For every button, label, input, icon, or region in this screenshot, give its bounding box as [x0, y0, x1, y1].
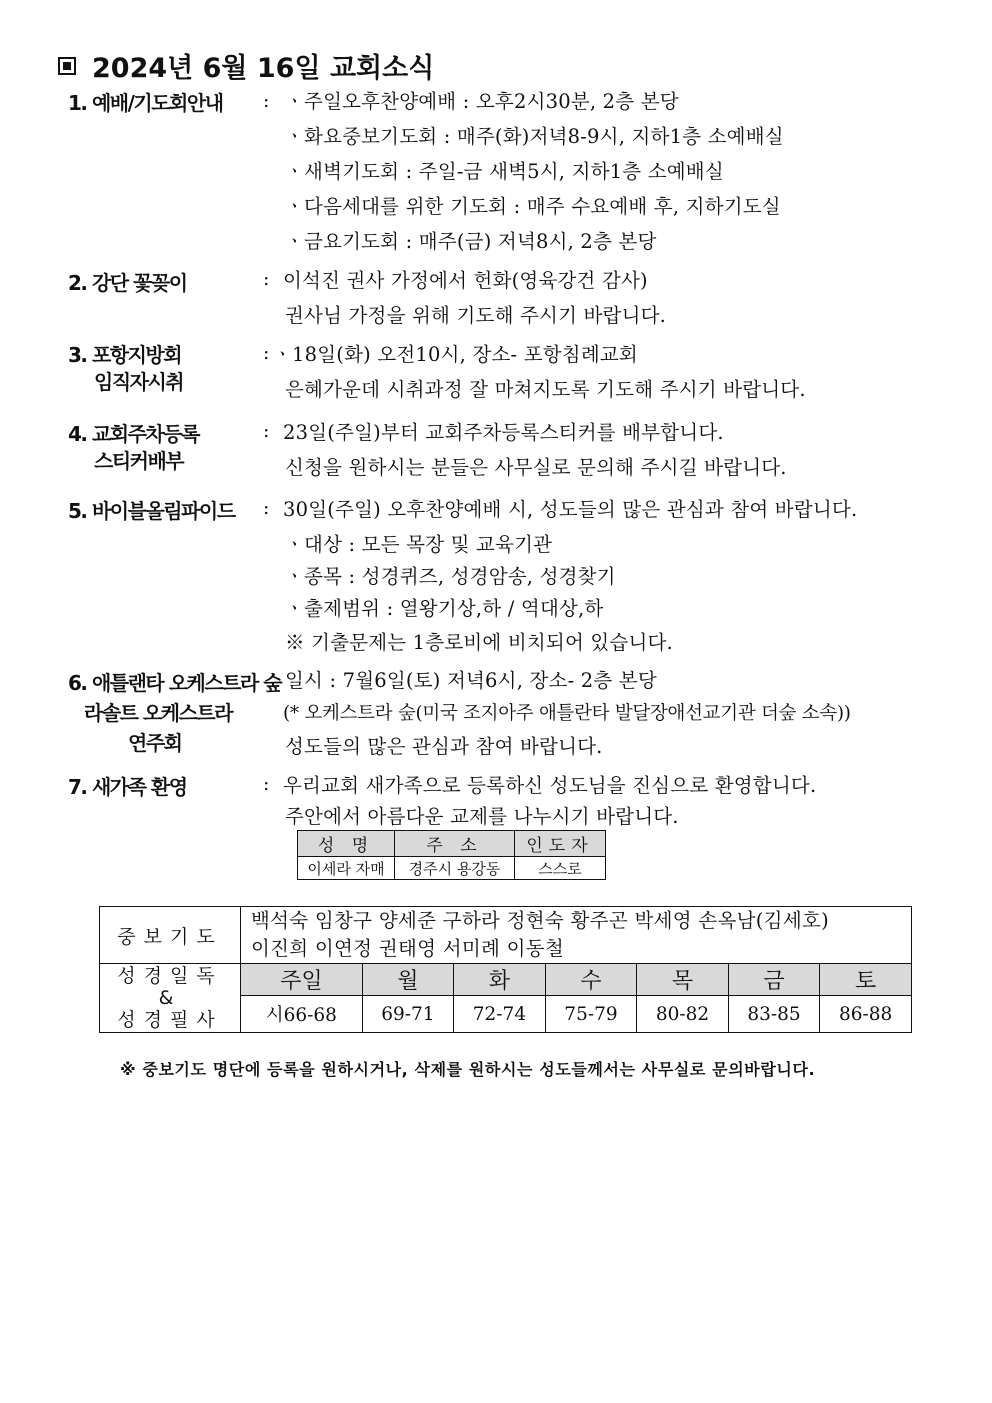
section-1-line: ㆍ새벽기도회 : 주일-금 새벽5시, 지하1층 소예배실: [285, 160, 724, 183]
section-6-line: 일시 : 7월6일(토) 저녁6시, 장소- 2층 본당: [285, 669, 657, 692]
reading-label: [100, 964, 241, 1033]
section-4-label-line1: 4. 교회주차등록: [68, 422, 199, 446]
section-7-label: 7. 새가족 환영: [68, 775, 187, 799]
section-2-line: 권사님 가정을 위해 기도해 주시기 바랍니다.: [285, 304, 667, 327]
day-cell: 주일: [241, 964, 363, 996]
footer-note: ※ 중보기도 명단에 등록을 원하시거나, 삭제를 원하시는 성도들께서는 사무실로 문의바랍니다.: [120, 1060, 816, 1079]
section-2-line: 이석진 권사 가정에서 헌화(영육강건 감사): [283, 269, 648, 292]
table-cell: 이세라 자매: [298, 857, 395, 880]
table-header-cell: 성 명: [298, 831, 395, 857]
table-header-cell: 주 소: [395, 831, 515, 857]
page-title-text: 2024년 6월 16일 교회소식: [92, 53, 435, 84]
section-1-label: 1. 예배/기도회안내: [68, 91, 223, 115]
section-5-line: ㆍ종목 : 성경퀴즈, 성경암송, 성경찾기: [285, 565, 616, 588]
section-4-line: 신청을 원하시는 분들은 사무실로 문의해 주시길 바랍니다.: [285, 456, 787, 479]
section-4-line: 23일(주일)부터 교회주차등록스티커를 배부합니다.: [283, 421, 724, 444]
reading-label-amp: &: [158, 987, 182, 1009]
colon: :: [263, 342, 270, 364]
section-3-label: [68, 342, 183, 396]
table-cell: 스스로: [515, 857, 606, 880]
section-5-label: 5. 바이블올림파이드: [68, 499, 235, 523]
section-5-line: ※ 기출문제는 1층로비에 비치되어 있습니다.: [285, 631, 673, 654]
section-4-label: [68, 421, 199, 475]
day-cell: 화: [454, 964, 546, 996]
section-3-line: 은혜가운데 시취과정 잘 마쳐지도록 기도해 주시기 바랍니다.: [285, 378, 806, 401]
day-cell: 토: [820, 964, 912, 996]
table-header-cell: 인도자: [515, 831, 606, 857]
section-1-line: ㆍ금요기도회 : 매주(금) 저녁8시, 2층 본당: [285, 230, 657, 253]
reading-label-line: 성경일독: [117, 965, 223, 987]
colon: :: [263, 268, 270, 290]
reading-label-line: 성경필사: [117, 1009, 223, 1031]
section-6-label-line1: 6. 애틀랜타 오케스트라 숲: [68, 671, 282, 695]
square-bullet-icon: [58, 57, 76, 75]
section-2-label: 2. 강단 꽃꽂이: [68, 271, 187, 295]
section-6-label-line3: 연주회: [128, 731, 182, 755]
day-cell: 목: [637, 964, 729, 996]
new-family-table: [297, 830, 606, 880]
prayer-reading-table: [99, 906, 912, 1033]
section-6-label-line2: 라솔트 오케스트라: [84, 701, 233, 725]
colon: :: [263, 773, 270, 795]
chapter-cell: 75-79: [545, 996, 637, 1033]
section-5-line: 30일(주일) 오후찬양예배 시, 성도들의 많은 관심과 참여 바랍니다.: [283, 498, 858, 521]
section-7-line: 주안에서 아름다운 교제를 나누시기 바랍니다.: [285, 805, 679, 828]
section-6-line: (* 오케스트라 숲(미국 조지아주 애틀란타 발달장애선교기관 더숲 소속)): [283, 703, 851, 724]
section-3-line: ㆍ18일(화) 오전10시, 장소- 포항침례교회: [273, 343, 638, 366]
chapter-cell: 86-88: [820, 996, 912, 1033]
prayer-label: 중보기도: [100, 907, 241, 964]
days-row: [100, 964, 912, 996]
chapter-cell: 69-71: [362, 996, 454, 1033]
section-3-label-line2: 임직자시취: [94, 370, 184, 394]
section-7-line: 우리교회 새가족으로 등록하신 성도님을 진심으로 환영합니다.: [283, 774, 817, 797]
day-cell: 금: [728, 964, 820, 996]
chapter-cell: 시66-68: [241, 996, 363, 1033]
section-3-label-line1: 3. 포항지방회: [68, 343, 182, 367]
page-title: [58, 46, 434, 85]
prayer-row: [100, 907, 912, 964]
prayer-names: [241, 907, 912, 964]
prayer-names-line: 백석숙 임창구 양세준 구하라 정현숙 황주곤 박세영 손옥남(김세호): [251, 909, 830, 932]
section-1-line: ㆍ다음세대를 위한 기도회 : 매주 수요예배 후, 지하기도실: [285, 195, 781, 218]
section-1-line: ㆍ화요중보기도회 : 매주(화)저녁8-9시, 지하1층 소예배실: [285, 125, 784, 148]
section-1-line: ㆍ주일오후찬양예배 : 오후2시30분, 2층 본당: [285, 90, 679, 113]
day-cell: 수: [545, 964, 637, 996]
chapter-cell: 72-74: [454, 996, 546, 1033]
section-6-label: [68, 668, 281, 758]
chapter-cell: 80-82: [637, 996, 729, 1033]
colon: :: [263, 497, 270, 519]
table-header-row: [298, 831, 606, 857]
chapter-cell: 83-85: [728, 996, 820, 1033]
section-6-line: 성도들의 많은 관심과 참여 바랍니다.: [285, 735, 603, 758]
colon: :: [263, 90, 270, 112]
prayer-names-line: 이진희 이연정 권태영 서미례 이동철: [251, 937, 565, 960]
section-5-line: ㆍ대상 : 모든 목장 및 교육기관: [285, 533, 553, 556]
day-cell: 월: [362, 964, 454, 996]
section-5-line: ㆍ출제범위 : 열왕기상,하 / 역대상,하: [285, 597, 604, 620]
colon: :: [263, 420, 270, 442]
section-4-label-line2: 스티커배부: [94, 449, 184, 473]
table-cell: 경주시 용강동: [395, 857, 515, 880]
table-row: [298, 857, 606, 880]
